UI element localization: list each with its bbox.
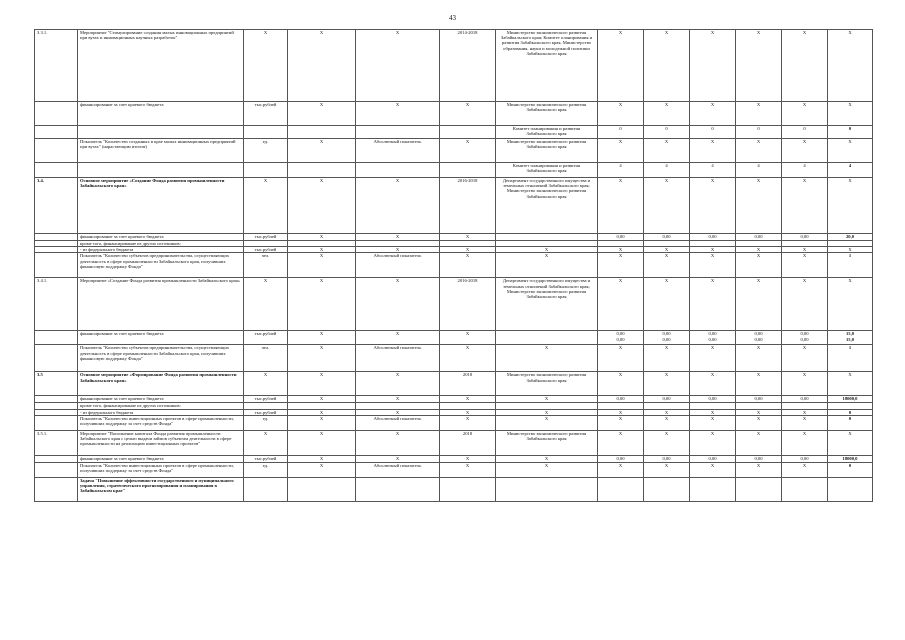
row-indicator-type [356, 477, 440, 501]
row-method: X [288, 234, 356, 241]
row-value-year-6: 15,0 15,0 [828, 331, 873, 345]
row-value-year-2: X [644, 247, 690, 253]
row-executor: Департамент государственного имущества и земельных отношений Забайкальского края; Министерство экономического развития Забайкальского края [496, 178, 598, 234]
row-executor: X [496, 409, 598, 415]
row-value-year-6: X [828, 372, 873, 396]
row-unit: ед. [244, 415, 288, 430]
row-unit: X [244, 430, 288, 455]
row-value-year-2: X [644, 253, 690, 278]
row-value-year-4: 0,00 0,00 [736, 331, 782, 345]
row-indicator-type: X [356, 409, 440, 415]
row-value-year-3: X [690, 415, 736, 430]
row-years: X [440, 331, 496, 345]
row-unit [244, 477, 288, 501]
row-years: X [440, 455, 496, 462]
row-value-year-3: X [690, 462, 736, 477]
row-method: X [288, 178, 356, 234]
row-years: 2018 [440, 430, 496, 455]
row-method [288, 163, 356, 178]
row-value-year-3: 0,00 [690, 396, 736, 403]
row-years: 2014-2018 [440, 30, 496, 102]
row-value-year-6: X [828, 430, 873, 455]
row-years: X [440, 345, 496, 372]
row-executor [496, 234, 598, 241]
row-executor [496, 331, 598, 345]
row-years: 2016-2018 [440, 278, 496, 331]
row-years: X [440, 247, 496, 253]
row-executor: Комитет планирования и развития Забайкальского края [496, 126, 598, 139]
table-row [35, 462, 873, 477]
row-value-year-2: X [644, 409, 690, 415]
row-value-year-5: X [782, 102, 828, 126]
row-unit: тыс.рублей [244, 234, 288, 241]
table-row [35, 372, 873, 396]
row-method: X [288, 462, 356, 477]
row-indicator-type [356, 126, 440, 139]
row-indicator-type: X [356, 331, 440, 345]
row-value-year-5: X [782, 247, 828, 253]
row-value-year-3: 0 [690, 126, 736, 139]
row-years: X [440, 409, 496, 415]
row-method: X [288, 430, 356, 455]
row-value-year-6 [828, 477, 873, 501]
row-value-year-1: X [598, 409, 644, 415]
row-name: финансирование за счет краевого бюджета [78, 396, 244, 403]
row-value-year-6: X [828, 139, 873, 163]
row-value-year-5: X [782, 462, 828, 477]
row-years: X [440, 234, 496, 241]
row-value-year-1: X [598, 102, 644, 126]
row-number [35, 163, 78, 178]
row-unit: тыс.рублей [244, 331, 288, 345]
row-number [35, 345, 78, 372]
row-years: 2018 [440, 372, 496, 396]
row-unit: тыс.рублей [244, 247, 288, 253]
row-value-year-6: 20,0 [828, 234, 873, 241]
row-value-year-5: 0,00 0,00 [782, 331, 828, 345]
row-unit [244, 163, 288, 178]
row-unit: чел. [244, 253, 288, 278]
row-value-year-3: X [690, 253, 736, 278]
row-value-year-2: X [644, 139, 690, 163]
row-years: X [440, 415, 496, 430]
row-number [35, 102, 78, 126]
row-value-year-3: X [690, 430, 736, 455]
row-value-year-2: 0,00 [644, 396, 690, 403]
row-name: Мероприятие "Пополнение капитала Фонда развития промышленности Забайкальского края с целью выдачи займов субъектам деятельности в сфере промышленности на реализацию инвестиционных проектов" [78, 430, 244, 455]
row-value-year-5: 0,00 [782, 455, 828, 462]
row-name [78, 163, 244, 178]
row-value-year-3: X [690, 102, 736, 126]
row-value-year-3 [690, 477, 736, 501]
row-value-year-5: X [782, 415, 828, 430]
row-value-year-4: X [736, 30, 782, 102]
row-value-year-1: 0,00 0,00 [598, 331, 644, 345]
row-method: X [288, 409, 356, 415]
row-value-year-2: X [644, 372, 690, 396]
row-method [288, 477, 356, 501]
table-row [35, 396, 873, 403]
table-row [35, 345, 873, 372]
row-value-year-3: X [690, 139, 736, 163]
row-value-year-4: 0,00 [736, 455, 782, 462]
row-value-year-6: 0 [828, 415, 873, 430]
row-value-year-6: X [828, 247, 873, 253]
row-value-year-1: X [598, 278, 644, 331]
row-value-year-2: X [644, 102, 690, 126]
table-row [35, 234, 873, 241]
row-value-year-3: X [690, 372, 736, 396]
row-value-year-5: X [782, 253, 828, 278]
row-number: 3.3.1. [35, 30, 78, 102]
row-name: кроме того, финансирование из других источников: [78, 403, 244, 409]
row-value-year-6: 1 [828, 345, 873, 372]
row-value-year-6: 0 [828, 126, 873, 139]
table-row [35, 455, 873, 462]
row-value-year-3: X [690, 345, 736, 372]
table-row [35, 126, 873, 139]
row-method: X [288, 415, 356, 430]
row-value-year-3: X [690, 30, 736, 102]
row-value-year-3: X [690, 278, 736, 331]
row-value-year-2: X [644, 345, 690, 372]
row-value-year-1: X [598, 415, 644, 430]
row-name: Показатель "Количество инвестиционных проектов в сфере промышленности, получивших поддержку за счет средств Фонда" [78, 462, 244, 477]
row-value-year-2: 0,00 [644, 455, 690, 462]
row-value-year-5 [782, 477, 828, 501]
row-value-year-4 [736, 477, 782, 501]
row-number [35, 455, 78, 462]
row-value-year-3: X [690, 247, 736, 253]
row-name: Основное мероприятие «Формирование Фонда развития промышленности Забайкальского края» [78, 372, 244, 396]
row-value-year-5: X [782, 345, 828, 372]
row-value-year-6: 0 [828, 409, 873, 415]
table-row [35, 139, 873, 163]
row-indicator-type: Абсолютный показатель [356, 415, 440, 430]
row-executor: Министерство экономического развития Забайкальского края [496, 430, 598, 455]
row-indicator-type [356, 163, 440, 178]
row-number: 3.5.1. [35, 430, 78, 455]
row-value-year-1: 4 [598, 163, 644, 178]
row-value-year-4: X [736, 430, 782, 455]
row-value-year-1: X [598, 462, 644, 477]
row-years: X [440, 396, 496, 403]
row-value-year-3: 4 [690, 163, 736, 178]
row-unit: тыс.рублей [244, 409, 288, 415]
row-value-year-5: 4 [782, 163, 828, 178]
row-value-year-1: X [598, 345, 644, 372]
table-row [35, 178, 873, 234]
row-value-year-1: X [598, 30, 644, 102]
row-value-year-2: X [644, 430, 690, 455]
row-unit: X [244, 178, 288, 234]
row-number [35, 396, 78, 403]
row-unit: X [244, 278, 288, 331]
row-name: Задача "Повышение эффективности государственного и муниципального управления, стратегического прогнозирования и планирования в Забайкальском крае" [78, 477, 244, 501]
row-indicator-type: X [356, 278, 440, 331]
row-unit: тыс.рублей [244, 102, 288, 126]
row-method: X [288, 247, 356, 253]
row-unit: ед. [244, 462, 288, 477]
row-executor: X [496, 415, 598, 430]
row-value-year-2: 0 [644, 126, 690, 139]
row-number [35, 462, 78, 477]
row-unit: тыс.рублей [244, 455, 288, 462]
row-value-year-5: X [782, 139, 828, 163]
row-years: X [440, 253, 496, 278]
row-value-year-6: X [828, 178, 873, 234]
row-name: финансирование за счет краевого бюджета [78, 455, 244, 462]
row-number [35, 415, 78, 430]
row-unit: X [244, 30, 288, 102]
row-value-year-2: X [644, 178, 690, 234]
row-value-year-5: X [782, 372, 828, 396]
row-value-year-2: 0,00 0,00 [644, 331, 690, 345]
row-method: X [288, 30, 356, 102]
row-executor: Комитет планирования и развития Забайкальского края [496, 163, 598, 178]
row-executor: Департамент государственного имущества и земельных отношений Забайкальского края; Министерство экономического развития Забайкальского края [496, 278, 598, 331]
row-years [440, 477, 496, 501]
row-executor: Министерство экономического развития Забайкальского края [496, 139, 598, 163]
row-name: кроме того, финансирование из других источников: [78, 241, 244, 247]
row-name: Показатель "Количество субъектов предпринимательства, осуществляющих деятельность в сфере промышленности Забайкальского края, получивших финансовую поддержку Фонда" [78, 345, 244, 372]
row-unit: X [244, 372, 288, 396]
row-value-year-1: X [598, 139, 644, 163]
row-number: 3.4.1. [35, 278, 78, 331]
row-executor: Министерство экономического развития Забайкальского края [496, 102, 598, 126]
program-table-body [35, 30, 873, 502]
row-indicator-type: Абсолютный показатель [356, 253, 440, 278]
row-value-year-6: X [828, 30, 873, 102]
row-value-year-5: X [782, 409, 828, 415]
row-value-year-4: X [736, 178, 782, 234]
row-indicator-type: Абсолютный показатель [356, 462, 440, 477]
table-row [35, 30, 873, 102]
row-number [35, 477, 78, 501]
row-indicator-type: X [356, 30, 440, 102]
row-executor: X [496, 455, 598, 462]
row-name: финансирование за счет краевого бюджета [78, 102, 244, 126]
row-executor: Министерство экономического развития Забайкальского края [496, 372, 598, 396]
row-name: Показатель "Количество субъектов предпринимательства, осуществляющих деятельность в сфере промышленности Забайкальского края, получивших финансовую поддержку Фонда" [78, 253, 244, 278]
row-value-year-4: 0,00 [736, 396, 782, 403]
row-value-year-3: 0,00 [690, 234, 736, 241]
row-value-year-5: 0,00 [782, 234, 828, 241]
row-number [35, 234, 78, 241]
row-value-year-6: 18000,0 [828, 455, 873, 462]
row-years [440, 163, 496, 178]
row-indicator-type: X [356, 396, 440, 403]
row-name: - из федерального бюджета [78, 247, 244, 253]
row-value-year-2: 0,00 [644, 234, 690, 241]
row-value-year-4: X [736, 253, 782, 278]
row-value-year-6: 1 [828, 253, 873, 278]
row-value-year-1: X [598, 372, 644, 396]
row-indicator-type: X [356, 234, 440, 241]
row-unit: ед. [244, 139, 288, 163]
row-method: X [288, 372, 356, 396]
row-value-year-6: X [828, 278, 873, 331]
table-row [35, 253, 873, 278]
row-value-year-4: X [736, 409, 782, 415]
row-value-year-4: X [736, 139, 782, 163]
row-value-year-6: 4 [828, 163, 873, 178]
row-value-year-4: 0,00 [736, 234, 782, 241]
row-value-year-2: X [644, 278, 690, 331]
row-indicator-type: Абсолютный показатель [356, 345, 440, 372]
row-value-year-4: X [736, 462, 782, 477]
row-value-year-5: X [782, 178, 828, 234]
row-name: Показатель "Количество инвестиционных проектов в сфере промышленности, получивших поддержку за счет средств Фонда" [78, 415, 244, 430]
row-method: X [288, 139, 356, 163]
row-method: X [288, 345, 356, 372]
row-value-year-4: X [736, 278, 782, 331]
row-name: Мероприятие «Создание Фонда развития промышленности Забайкальского края» [78, 278, 244, 331]
row-value-year-3: X [690, 409, 736, 415]
row-value-year-6: X [828, 102, 873, 126]
row-executor: X [496, 345, 598, 372]
row-name: - из федерального бюджета [78, 409, 244, 415]
row-name: Мероприятие "Стимулирование создания малых инновационных предприятий при вузах и инновационных научных разработок" [78, 30, 244, 102]
row-value-year-1: X [598, 253, 644, 278]
row-method [288, 126, 356, 139]
row-number: 3.4. [35, 178, 78, 234]
row-years [440, 126, 496, 139]
row-value-year-2: X [644, 415, 690, 430]
row-value-year-4: X [736, 102, 782, 126]
row-method: X [288, 102, 356, 126]
row-value-year-4: 0 [736, 126, 782, 139]
row-value-year-3: 0,00 [690, 455, 736, 462]
row-value-year-1: X [598, 247, 644, 253]
row-indicator-type: Абсолютный показатель [356, 139, 440, 163]
row-indicator-type: X [356, 430, 440, 455]
row-indicator-type: X [356, 178, 440, 234]
row-name: Основное мероприятие «Создание Фонда развития промышленности Забайкальского края» [78, 178, 244, 234]
table-row [35, 163, 873, 178]
row-value-year-1 [598, 477, 644, 501]
row-value-year-6: 0 [828, 462, 873, 477]
table-row [35, 331, 873, 345]
row-value-year-6: 18000,0 [828, 396, 873, 403]
row-value-year-5: 0 [782, 126, 828, 139]
row-years: X [440, 139, 496, 163]
row-indicator-type: X [356, 247, 440, 253]
row-value-year-5: 0,00 [782, 396, 828, 403]
row-method: X [288, 253, 356, 278]
row-number [35, 331, 78, 345]
row-number: 3.5 [35, 372, 78, 396]
row-executor: X [496, 253, 598, 278]
row-executor: X [496, 396, 598, 403]
row-method: X [288, 396, 356, 403]
table-row [35, 430, 873, 455]
row-number [35, 139, 78, 163]
row-name: Показатель "Количество созданных в крае малых инновационных предприятий при вузах" (нарастающим итогом) [78, 139, 244, 163]
row-value-year-1: X [598, 430, 644, 455]
row-unit [244, 126, 288, 139]
row-value-year-5: X [782, 30, 828, 102]
row-executor: Министерство экономического развития Забайкальского края; Комитет планирования и развития Забайкальского края, Министерство образования, науки и молодежной политики Забайкальского края [496, 30, 598, 102]
row-method: X [288, 455, 356, 462]
row-value-year-5: X [782, 278, 828, 331]
row-value-year-3: 0,00 0,00 [690, 331, 736, 345]
row-value-year-2: 4 [644, 163, 690, 178]
row-value-year-4: X [736, 415, 782, 430]
row-years: X [440, 462, 496, 477]
row-executor [496, 477, 598, 501]
row-name: финансирование за счет краевого бюджета [78, 331, 244, 345]
row-years: X [440, 102, 496, 126]
row-name [78, 126, 244, 139]
page-number: 43 [449, 14, 456, 22]
row-number [35, 126, 78, 139]
row-value-year-1: 0 [598, 126, 644, 139]
row-indicator-type: X [356, 372, 440, 396]
row-indicator-type: X [356, 102, 440, 126]
row-value-year-1: 0,00 [598, 234, 644, 241]
row-indicator-type: X [356, 455, 440, 462]
program-table [34, 29, 873, 502]
row-unit: чел. [244, 345, 288, 372]
row-unit: тыс.рублей [244, 396, 288, 403]
row-value-year-2: X [644, 462, 690, 477]
row-name: финансирование за счет краевого бюджета [78, 234, 244, 241]
row-executor: X [496, 247, 598, 253]
row-value-year-5: X [782, 430, 828, 455]
row-value-year-2: X [644, 30, 690, 102]
row-number [35, 253, 78, 278]
row-value-year-4: X [736, 372, 782, 396]
table-row [35, 415, 873, 430]
row-method: X [288, 331, 356, 345]
row-method: X [288, 278, 356, 331]
row-value-year-1: X [598, 178, 644, 234]
table-row [35, 278, 873, 331]
table-row [35, 477, 873, 501]
row-executor: X [496, 462, 598, 477]
row-value-year-4: 4 [736, 163, 782, 178]
row-value-year-1: 0,00 [598, 455, 644, 462]
row-years: 2016-2018 [440, 178, 496, 234]
row-value-year-4: X [736, 345, 782, 372]
row-value-year-1: 0,00 [598, 396, 644, 403]
row-value-year-2 [644, 477, 690, 501]
row-value-year-3: X [690, 178, 736, 234]
table-row [35, 102, 873, 126]
row-value-year-4: X [736, 247, 782, 253]
